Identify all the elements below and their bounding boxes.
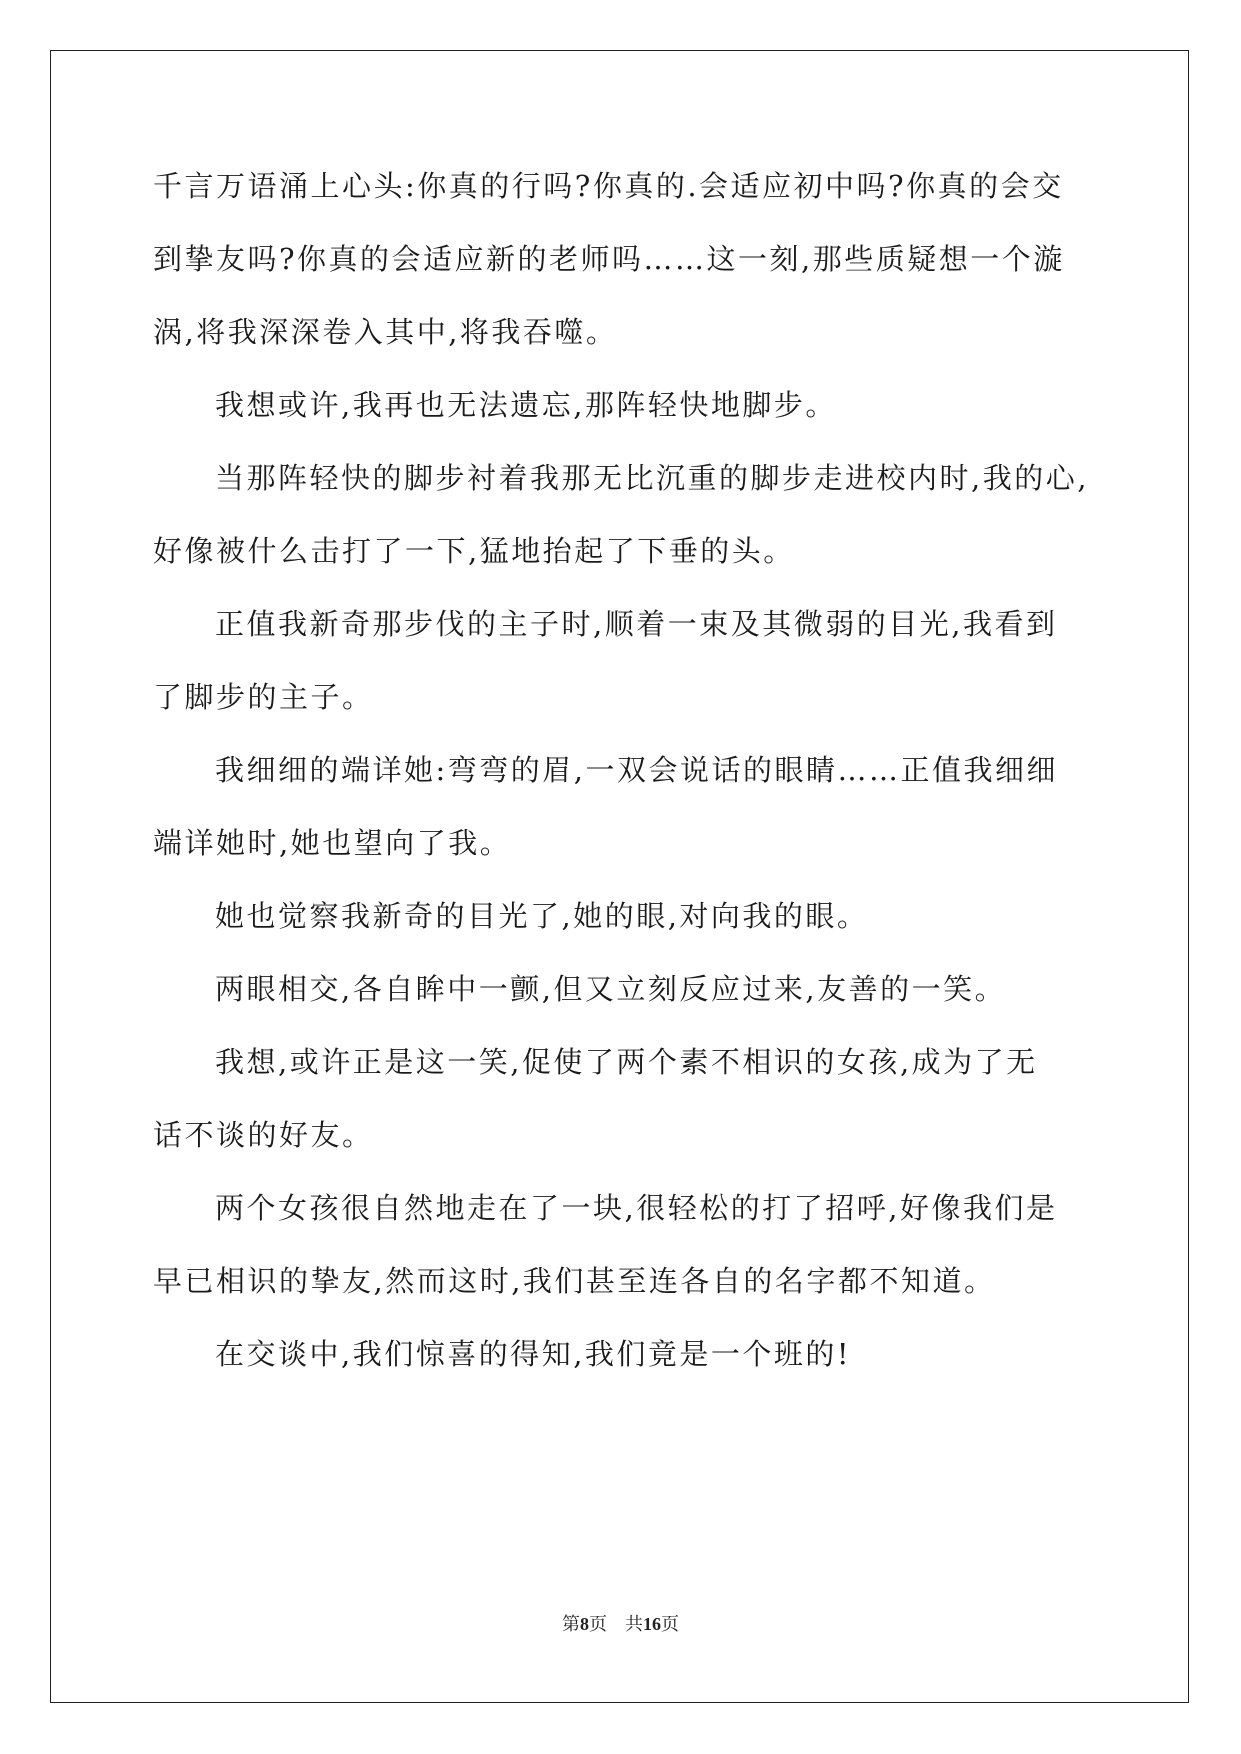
total-page-number: 16 [643,1614,661,1634]
total-unit: 页 [661,1614,679,1634]
text-line: 在交谈中,我们惊喜的得知,我们竟是一个班的! [215,1337,852,1371]
text-line: 两眼相交,各自眸中一颤,但又立刻反应过来,友善的一笑。 [215,972,1007,1006]
text-line: 到挚友吗?你真的会适应新的老师吗……这一刻,那些质疑想一个漩 [153,242,1065,276]
text-line: 我想或许,我再也无法遗忘,那阵轻快地脚步。 [215,388,837,422]
text-line: 好像被什么击打了一下,猛地抬起了下垂的头。 [153,534,795,568]
text-line: 涡,将我深深卷入其中,将我吞噬。 [153,315,618,349]
page-border [50,50,1189,1703]
text-line: 正值我新奇那步伐的主子时,顺着一束及其微弱的目光,我看到 [215,607,1058,641]
text-line: 我细细的端详她:弯弯的眉,一双会说话的眼睛……正值我细细 [215,753,1058,787]
page-prefix: 第 [562,1614,580,1634]
text-line: 两个女孩很自然地走在了一块,很轻松的打了招呼,好像我们是 [215,1191,1058,1225]
text-line: 当那阵轻快的脚步衬着我那无比沉重的脚步走进校内时,我的心, [215,461,1089,495]
current-page-number: 8 [580,1614,589,1634]
text-line: 端详她时,她也望向了我。 [153,826,512,860]
page-unit: 页 [589,1614,607,1634]
text-line: 话不谈的好友。 [153,1118,374,1152]
page-number-footer [0,1610,1241,1636]
text-line: 千言万语涌上心头:你真的行吗?你真的.会适应初中吗?你真的会交 [153,169,1064,203]
text-line: 早已相识的挚友,然而这时,我们甚至连各自的名字都不知道。 [153,1264,996,1298]
text-line: 了脚步的主子。 [153,680,374,714]
total-prefix: 共 [625,1614,643,1634]
text-line: 她也觉察我新奇的目光了,她的眼,对向我的眼。 [215,899,869,933]
text-line: 我想,或许正是这一笑,促使了两个素不相识的女孩,成为了无 [215,1045,1038,1079]
